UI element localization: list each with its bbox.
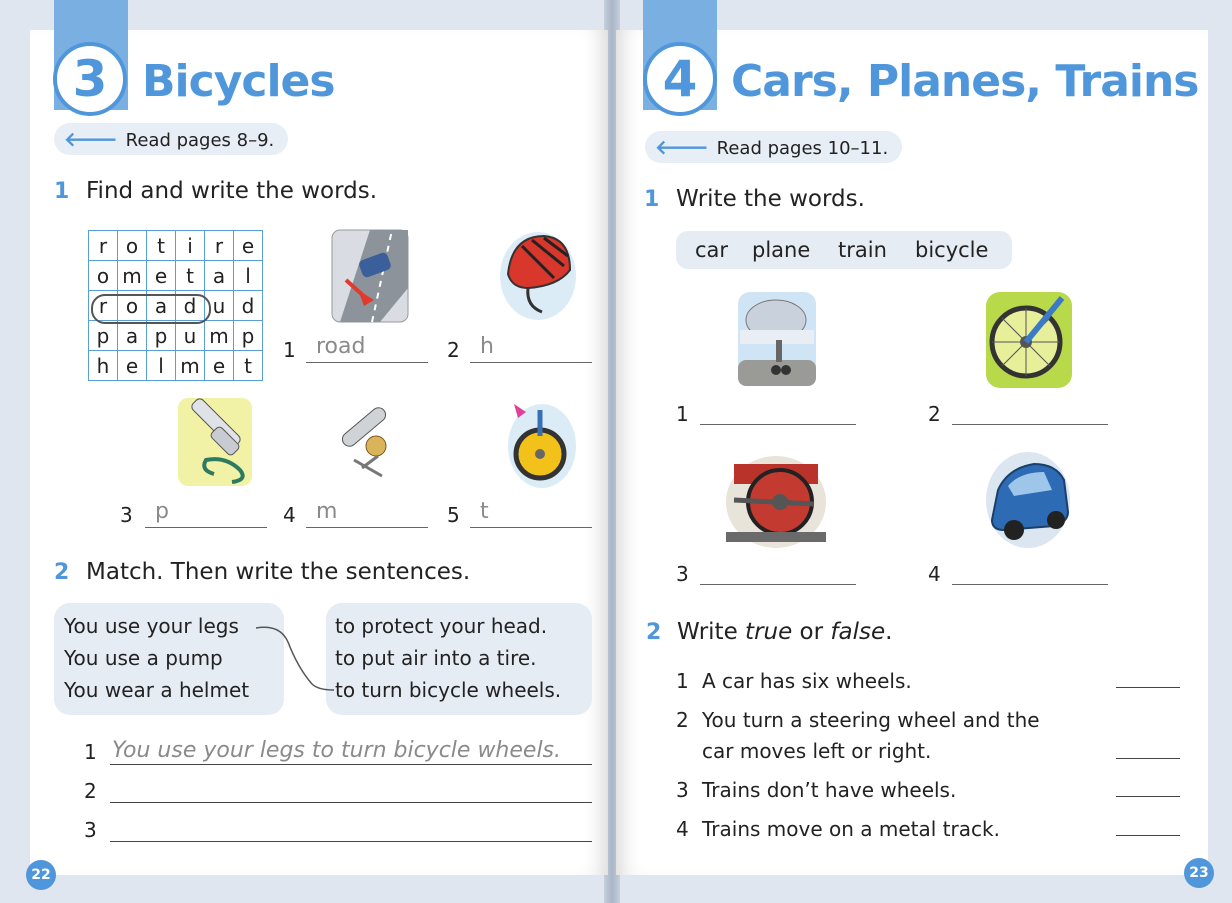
sentence-line[interactable] [110, 841, 592, 842]
question-number: 5 [447, 503, 460, 527]
answer-line[interactable] [700, 558, 856, 585]
grid-cell: p [89, 321, 118, 351]
question-number: 4 [283, 503, 296, 527]
statement-text: You turn a steering wheel and the [702, 708, 1040, 732]
pump-icon [176, 396, 254, 490]
question-number: 1 [676, 402, 689, 426]
answer-line[interactable] [952, 398, 1108, 425]
grid-cell: p [234, 321, 263, 351]
grid-cell: u [176, 321, 205, 351]
road-icon [330, 228, 410, 324]
car-icon [984, 450, 1072, 550]
read-pages-pill [54, 123, 288, 155]
exercise-title: Find and write the words. [86, 178, 378, 204]
tire-icon [506, 396, 578, 490]
grid-cell: a [118, 321, 147, 351]
exercise-title: Write the words. [676, 186, 865, 212]
answer-text: t [480, 499, 489, 524]
question-number: 4 [928, 562, 941, 586]
sentence-number: 1 [84, 740, 97, 764]
answer-text: road [316, 334, 366, 359]
plane-icon [736, 290, 818, 388]
grid-cell: o [118, 231, 147, 261]
title-true: true [745, 619, 793, 645]
grid-cell: a [205, 261, 234, 291]
match-left-item[interactable]: You use your legs [64, 614, 239, 638]
grid-cell: e [205, 351, 234, 381]
back-arrow-icon: 🡐 [655, 135, 709, 159]
grid-cell: d [176, 291, 205, 321]
word-bank-item: bicycle [915, 238, 989, 262]
sentence-line[interactable] [110, 764, 592, 765]
title-part: or [792, 619, 831, 645]
found-word-circle [91, 294, 211, 324]
title-part: Write [677, 619, 746, 645]
exercise-number: 2 [646, 620, 662, 645]
word-bank-item: train [838, 238, 887, 262]
grid-cell: h [89, 351, 118, 381]
read-pages-text: Read pages 8–9. [125, 130, 275, 151]
sentence-answer: You use your legs to turn bicycle wheels. [112, 738, 562, 763]
sentence-line[interactable] [110, 802, 592, 803]
grid-cell: r [89, 231, 118, 261]
grid-cell: m [205, 321, 234, 351]
question-number: 2 [928, 402, 941, 426]
grid-cell: o [118, 291, 147, 321]
grid-cell: e [118, 351, 147, 381]
answer-line[interactable] [952, 558, 1108, 585]
grid-cell: m [118, 261, 147, 291]
question-number: 3 [120, 503, 133, 527]
grid-cell: i [176, 231, 205, 261]
answer-text: h [480, 334, 494, 359]
statement-number: 1 [676, 669, 689, 693]
answer-line[interactable] [700, 398, 856, 425]
grid-cell: m [176, 351, 205, 381]
title-false: false [830, 619, 886, 645]
answer-text: p [155, 499, 169, 524]
question-number: 1 [283, 338, 296, 362]
read-pages-text: Read pages 10–11. [716, 138, 889, 159]
bicycle-wheel-icon [984, 290, 1074, 390]
unit-number-badge: 3 [53, 42, 127, 116]
sentence-number: 2 [84, 779, 97, 803]
exercise-number: 1 [54, 179, 70, 204]
word-bank-item: car [695, 238, 729, 262]
true-false-answer-line[interactable] [1116, 835, 1180, 836]
exercise-title: Match. Then write the sentences. [86, 559, 471, 585]
match-right-item[interactable]: to turn bicycle wheels. [335, 678, 562, 702]
unit-title: Cars, Planes, Trains [731, 56, 1199, 107]
match-connector-line [254, 620, 338, 700]
helmet-icon [498, 226, 578, 322]
statement-number: 4 [676, 817, 689, 841]
statement-text: A car has six wheels. [702, 669, 912, 693]
grid-row [89, 231, 263, 261]
unit-title: Bicycles [142, 56, 335, 107]
answer-text: m [316, 499, 338, 524]
read-pages-pill [645, 131, 902, 163]
unit-number-badge: 4 [643, 42, 717, 116]
question-number: 3 [676, 562, 689, 586]
page-number: 23 [1184, 858, 1214, 888]
grid-cell: t [234, 351, 263, 381]
grid-row [89, 261, 263, 291]
grid-cell: e [234, 231, 263, 261]
grid-cell: a [147, 291, 176, 321]
exercise-number: 2 [54, 560, 70, 585]
statement-number: 3 [676, 778, 689, 802]
grid-row [89, 321, 263, 351]
word-bank-item: plane [752, 238, 811, 262]
train-wheel-icon [724, 452, 828, 550]
grid-cell: t [147, 231, 176, 261]
match-left-item[interactable]: You use a pump [64, 646, 223, 670]
grid-cell: o [89, 261, 118, 291]
statement-text: Trains move on a metal track. [702, 817, 1000, 841]
true-false-answer-line[interactable] [1116, 796, 1180, 797]
grid-cell: p [147, 321, 176, 351]
statement-text: Trains don’t have wheels. [702, 778, 957, 802]
grid-cell: t [176, 261, 205, 291]
back-arrow-icon: 🡐 [64, 127, 118, 151]
match-right-item[interactable]: to protect your head. [335, 614, 548, 638]
grid-cell: r [205, 231, 234, 261]
true-false-answer-line[interactable] [1116, 758, 1180, 759]
grid-row [89, 351, 263, 381]
question-number: 2 [447, 338, 460, 362]
statement-text-continued: car moves left or right. [702, 739, 932, 763]
page-number: 22 [26, 860, 56, 890]
exercise-number: 1 [644, 187, 660, 212]
grid-cell: l [147, 351, 176, 381]
grid-cell: e [147, 261, 176, 291]
grid-cell: u [205, 291, 234, 321]
match-left-item[interactable]: You wear a helmet [64, 678, 250, 702]
true-false-answer-line[interactable] [1116, 687, 1180, 688]
match-right-item[interactable]: to put air into a tire. [335, 646, 537, 670]
metal-icon [332, 396, 398, 488]
sentence-number: 3 [84, 818, 97, 842]
grid-cell: d [234, 291, 263, 321]
statement-number: 2 [676, 708, 689, 732]
title-part: . [885, 619, 893, 645]
grid-cell: r [89, 291, 118, 321]
exercise-title [677, 619, 892, 645]
grid-cell: l [234, 261, 263, 291]
